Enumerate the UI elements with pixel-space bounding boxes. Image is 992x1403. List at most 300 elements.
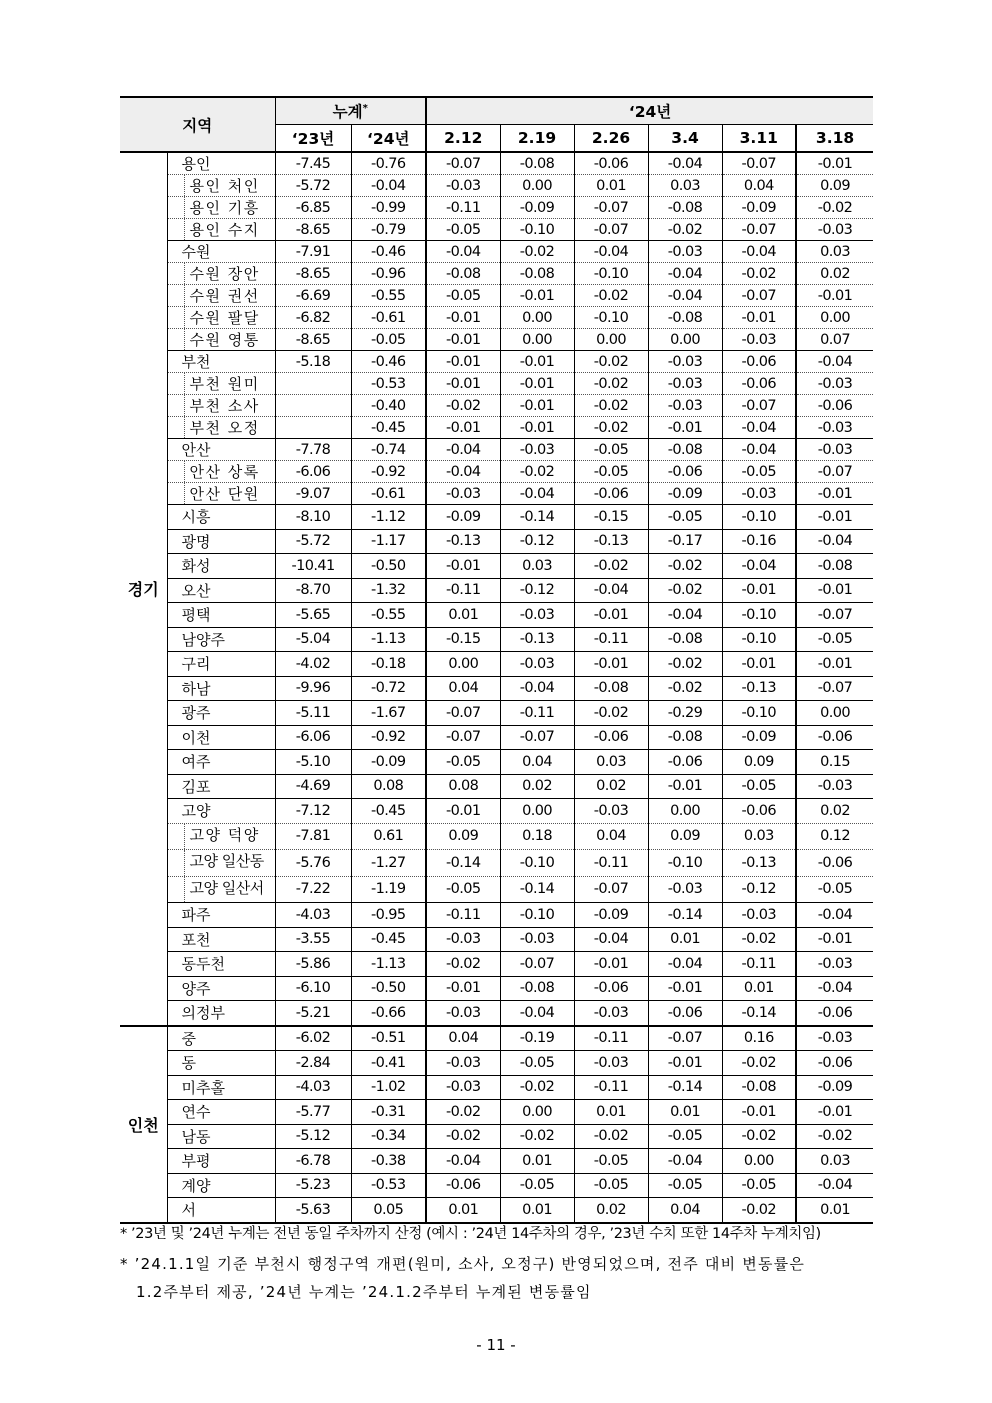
group-label: 인천 bbox=[120, 1026, 167, 1223]
region-name: 미추홀 bbox=[167, 1075, 275, 1100]
weekly-value: -0.06 bbox=[796, 1051, 873, 1076]
weekly-value: -0.06 bbox=[426, 1173, 500, 1198]
weekly-value: 0.03 bbox=[796, 1149, 873, 1174]
weekly-value: -0.04 bbox=[722, 439, 796, 461]
weekly-value: -0.11 bbox=[500, 701, 574, 726]
weekly-value: 0.04 bbox=[426, 676, 500, 701]
weekly-value: -0.13 bbox=[722, 850, 796, 877]
weekly-value: -0.08 bbox=[426, 263, 500, 285]
region-name: 여주 bbox=[167, 750, 275, 775]
region-name: 이천 bbox=[167, 725, 275, 750]
cumulative-value: -4.02 bbox=[275, 652, 351, 677]
weekly-value: -0.01 bbox=[796, 652, 873, 677]
region-name bbox=[167, 285, 275, 307]
weekly-value: -0.07 bbox=[722, 395, 796, 417]
region-name: 파주 bbox=[167, 903, 275, 928]
weekly-value: -0.03 bbox=[796, 1026, 873, 1051]
table-row bbox=[120, 823, 873, 850]
weekly-value: -0.02 bbox=[500, 241, 574, 263]
weekly-value: -0.01 bbox=[722, 1100, 796, 1125]
weekly-value: -0.07 bbox=[796, 676, 873, 701]
table-row bbox=[120, 750, 873, 775]
weekly-value: -0.04 bbox=[426, 461, 500, 483]
weekly-value: -0.03 bbox=[796, 439, 873, 461]
weekly-value: -0.09 bbox=[426, 505, 500, 530]
cumulative-label: 누계 bbox=[332, 103, 363, 121]
weekly-value: 0.01 bbox=[648, 927, 722, 952]
weekly-value: -0.04 bbox=[722, 417, 796, 439]
weekly-value: 0.04 bbox=[574, 823, 648, 850]
cumulative-value: -7.12 bbox=[275, 799, 351, 824]
weekly-value: -0.11 bbox=[426, 903, 500, 928]
cumulative-value: -7.81 bbox=[275, 823, 351, 850]
weekly-value: -0.09 bbox=[722, 725, 796, 750]
weekly-value: -0.01 bbox=[426, 417, 500, 439]
region-name: 포천 bbox=[167, 927, 275, 952]
footnote: * ’23년 및 ’24년 누계는 전년 동일 주차까지 산정 (예시 : ’24년 14주차의 경우, ’23년 수치 또한 14주차 누계치임) bbox=[120, 1226, 821, 1242]
region-name bbox=[167, 461, 275, 483]
weekly-value: 0.01 bbox=[574, 175, 648, 197]
cumulative-value: -0.05 bbox=[351, 329, 426, 351]
region-name bbox=[167, 823, 275, 850]
weekly-value: -0.10 bbox=[648, 850, 722, 877]
weekly-value: 0.09 bbox=[648, 823, 722, 850]
cumulative-value: -0.99 bbox=[351, 197, 426, 219]
subregion-label: 안산 단원 bbox=[184, 483, 260, 504]
cumulative-value: -0.45 bbox=[351, 799, 426, 824]
cumulative-value: -0.72 bbox=[351, 676, 426, 701]
table-row bbox=[120, 285, 873, 307]
weekly-value: -0.06 bbox=[648, 1001, 722, 1026]
cumulative-value: -0.46 bbox=[351, 351, 426, 373]
cumulative-value: -0.96 bbox=[351, 263, 426, 285]
cumulative-mark: * bbox=[362, 102, 368, 114]
region-name: 계양 bbox=[167, 1173, 275, 1198]
weekly-value: -0.01 bbox=[722, 652, 796, 677]
cumulative-value: -5.18 bbox=[275, 351, 351, 373]
cumulative-value: -4.03 bbox=[275, 1075, 351, 1100]
weekly-value: -0.01 bbox=[426, 351, 500, 373]
weekly-value: -0.03 bbox=[648, 395, 722, 417]
weekly-value: -0.02 bbox=[500, 461, 574, 483]
weekly-value: -0.02 bbox=[574, 285, 648, 307]
weekly-value: -0.03 bbox=[722, 903, 796, 928]
weekly-value: -0.02 bbox=[500, 1124, 574, 1149]
weekly-value: -0.11 bbox=[574, 1026, 648, 1051]
weekly-value: -0.04 bbox=[796, 1173, 873, 1198]
weekly-value: 0.00 bbox=[500, 329, 574, 351]
weekly-value: -0.07 bbox=[722, 152, 796, 175]
cumulative-value bbox=[275, 395, 351, 417]
weekly-value: -0.08 bbox=[648, 725, 722, 750]
region-name: 광명 bbox=[167, 529, 275, 554]
weekly-value: -0.01 bbox=[648, 774, 722, 799]
cumulative-value: -1.19 bbox=[351, 876, 426, 903]
weekly-value: -0.01 bbox=[796, 152, 873, 175]
cumulative-value: -0.95 bbox=[351, 903, 426, 928]
cumulative-value: -8.65 bbox=[275, 329, 351, 351]
cumulative-value: -5.65 bbox=[275, 603, 351, 628]
cumulative-value: -0.76 bbox=[351, 152, 426, 175]
weekly-value: -0.09 bbox=[648, 483, 722, 505]
weekly-value: 0.03 bbox=[722, 823, 796, 850]
weekly-value: -0.15 bbox=[426, 627, 500, 652]
weekly-value: -0.05 bbox=[574, 1173, 648, 1198]
weekly-value: 0.02 bbox=[500, 774, 574, 799]
group-label: 경기 bbox=[120, 152, 167, 1026]
weekly-value: 0.08 bbox=[426, 774, 500, 799]
region-name bbox=[167, 263, 275, 285]
weekly-value: -0.05 bbox=[426, 285, 500, 307]
weekly-value: -0.03 bbox=[574, 1001, 648, 1026]
weekly-value: -0.09 bbox=[574, 903, 648, 928]
table-row bbox=[120, 725, 873, 750]
cumulative-value: -5.63 bbox=[275, 1198, 351, 1223]
subregion-label: 수원 팔달 bbox=[184, 307, 260, 328]
weekly-value: -0.14 bbox=[426, 850, 500, 877]
cumulative-value: -0.40 bbox=[351, 395, 426, 417]
region-name: 중 bbox=[167, 1026, 275, 1051]
weekly-value: -0.07 bbox=[574, 197, 648, 219]
region-name bbox=[167, 329, 275, 351]
weekly-value: -0.02 bbox=[796, 197, 873, 219]
weekly-value: -0.03 bbox=[500, 439, 574, 461]
weekly-value: -0.04 bbox=[426, 241, 500, 263]
weekly-value: -0.07 bbox=[722, 219, 796, 241]
weekly-value: -0.13 bbox=[426, 529, 500, 554]
weekly-value: -0.15 bbox=[574, 505, 648, 530]
region-name bbox=[167, 197, 275, 219]
region-name: 평택 bbox=[167, 603, 275, 628]
weekly-value: -0.04 bbox=[796, 976, 873, 1001]
week-col-header-3: 3.4 bbox=[648, 125, 722, 153]
weekly-value: -0.04 bbox=[648, 285, 722, 307]
weekly-value: -0.10 bbox=[500, 219, 574, 241]
weekly-value: -0.10 bbox=[574, 307, 648, 329]
cumulative-value: -6.10 bbox=[275, 976, 351, 1001]
weekly-value: 0.03 bbox=[500, 554, 574, 579]
table-row bbox=[120, 1198, 873, 1223]
weekly-value: -0.06 bbox=[796, 725, 873, 750]
weekly-value: -0.05 bbox=[648, 1173, 722, 1198]
weekly-value: -0.03 bbox=[500, 652, 574, 677]
weekly-value: -0.07 bbox=[500, 952, 574, 977]
weekly-value: -0.04 bbox=[500, 1001, 574, 1026]
table-row bbox=[120, 395, 873, 417]
weekly-value: 0.01 bbox=[500, 1198, 574, 1223]
cumulative-value: -2.84 bbox=[275, 1051, 351, 1076]
weekly-value: -0.05 bbox=[574, 1149, 648, 1174]
weekly-value: -0.05 bbox=[426, 876, 500, 903]
weekly-value: -0.05 bbox=[574, 461, 648, 483]
weekly-value: -0.07 bbox=[426, 701, 500, 726]
cumulative-value: -5.21 bbox=[275, 1001, 351, 1026]
cumulative-value: -0.66 bbox=[351, 1001, 426, 1026]
weekly-value: 0.09 bbox=[796, 175, 873, 197]
region-name: 안산 bbox=[167, 439, 275, 461]
weekly-value: -0.11 bbox=[574, 1075, 648, 1100]
region-name: 동 bbox=[167, 1051, 275, 1076]
cumulative-value: -9.07 bbox=[275, 483, 351, 505]
region-name: 구리 bbox=[167, 652, 275, 677]
table-row bbox=[120, 1075, 873, 1100]
cumulative-value: -5.10 bbox=[275, 750, 351, 775]
weekly-value: -0.08 bbox=[500, 263, 574, 285]
weekly-value: -0.06 bbox=[648, 750, 722, 775]
weekly-value: -0.14 bbox=[500, 505, 574, 530]
table-row bbox=[120, 263, 873, 285]
weekly-value: -0.08 bbox=[796, 554, 873, 579]
weekly-value: -0.02 bbox=[426, 1124, 500, 1149]
region-name: 남동 bbox=[167, 1124, 275, 1149]
cumulative-value: -0.92 bbox=[351, 725, 426, 750]
weekly-value: -0.03 bbox=[796, 774, 873, 799]
weekly-value: 0.02 bbox=[574, 1198, 648, 1223]
cumulative-value: -5.86 bbox=[275, 952, 351, 977]
weekly-value: -0.02 bbox=[574, 351, 648, 373]
weekly-value: 0.02 bbox=[574, 774, 648, 799]
cumulative-value: -1.13 bbox=[351, 952, 426, 977]
table-row bbox=[120, 219, 873, 241]
cumulative-value: -0.53 bbox=[351, 1173, 426, 1198]
cumulative-value: -5.76 bbox=[275, 850, 351, 877]
weekly-value: -0.03 bbox=[722, 329, 796, 351]
weekly-value: -0.07 bbox=[426, 725, 500, 750]
weekly-value: -0.08 bbox=[722, 1075, 796, 1100]
weekly-value: -0.10 bbox=[574, 263, 648, 285]
week-col-header-4: 3.11 bbox=[722, 125, 796, 153]
weekly-value: 0.01 bbox=[426, 1198, 500, 1223]
weekly-value: -0.12 bbox=[722, 876, 796, 903]
cumulative-value: -7.22 bbox=[275, 876, 351, 903]
region-header: 지역 bbox=[120, 97, 275, 152]
weekly-value: 0.09 bbox=[426, 823, 500, 850]
weekly-value: -0.03 bbox=[426, 1075, 500, 1100]
weekly-value: -0.10 bbox=[722, 505, 796, 530]
region-name: 부평 bbox=[167, 1149, 275, 1174]
weekly-value: -0.03 bbox=[426, 927, 500, 952]
weekly-value: -0.10 bbox=[722, 603, 796, 628]
weekly-value: -0.04 bbox=[648, 263, 722, 285]
weekly-value: -0.05 bbox=[722, 461, 796, 483]
region-name: 동두천 bbox=[167, 952, 275, 977]
weekly-value: -0.04 bbox=[574, 241, 648, 263]
weekly-value: -0.04 bbox=[722, 554, 796, 579]
region-name bbox=[167, 373, 275, 395]
table-row bbox=[120, 701, 873, 726]
region-name: 광주 bbox=[167, 701, 275, 726]
subregion-label: 부천 오정 bbox=[184, 417, 260, 438]
cumulative-value: -0.74 bbox=[351, 439, 426, 461]
cumulative-value: -9.96 bbox=[275, 676, 351, 701]
cumulative-header bbox=[275, 97, 426, 125]
weekly-value: 0.00 bbox=[796, 307, 873, 329]
weekly-value: -0.02 bbox=[722, 1124, 796, 1149]
weekly-value: -0.11 bbox=[426, 197, 500, 219]
weekly-value: -0.04 bbox=[574, 578, 648, 603]
weekly-value: -0.04 bbox=[426, 1149, 500, 1174]
page-number: - 11 - bbox=[476, 1336, 516, 1354]
weekly-value: -0.05 bbox=[500, 1051, 574, 1076]
weekly-value: -0.07 bbox=[500, 725, 574, 750]
weekly-value: -0.03 bbox=[426, 1001, 500, 1026]
region-name: 연수 bbox=[167, 1100, 275, 1125]
weekly-value: -0.02 bbox=[574, 701, 648, 726]
table-row bbox=[120, 373, 873, 395]
region-name bbox=[167, 307, 275, 329]
weekly-value: -0.03 bbox=[426, 483, 500, 505]
weekly-value: -0.01 bbox=[500, 373, 574, 395]
weekly-value: -0.06 bbox=[722, 351, 796, 373]
region-name: 김포 bbox=[167, 774, 275, 799]
weekly-value: -0.04 bbox=[796, 903, 873, 928]
weekly-value: 0.02 bbox=[796, 799, 873, 824]
week-col-header-0: 2.12 bbox=[426, 125, 500, 153]
weekly-value: 0.00 bbox=[796, 701, 873, 726]
cumulative-value: -0.55 bbox=[351, 285, 426, 307]
weekly-value: -0.12 bbox=[500, 529, 574, 554]
weekly-value: -0.19 bbox=[500, 1026, 574, 1051]
weekly-value: -0.09 bbox=[722, 197, 796, 219]
weekly-value: -0.04 bbox=[574, 927, 648, 952]
weekly-value: -0.10 bbox=[722, 701, 796, 726]
table-row bbox=[120, 976, 873, 1001]
region-name bbox=[167, 850, 275, 877]
table-row bbox=[120, 175, 873, 197]
cumulative-value: -0.34 bbox=[351, 1124, 426, 1149]
weekly-value: -0.05 bbox=[722, 1173, 796, 1198]
weekly-value: -0.03 bbox=[722, 483, 796, 505]
weekly-value: -0.04 bbox=[500, 676, 574, 701]
weekly-value: -0.04 bbox=[648, 603, 722, 628]
weekly-value: -0.07 bbox=[648, 1026, 722, 1051]
subregion-label: 부천 소사 bbox=[184, 395, 260, 416]
cumulative-value: -0.18 bbox=[351, 652, 426, 677]
table-row bbox=[120, 554, 873, 579]
weekly-value: -0.02 bbox=[722, 927, 796, 952]
weekly-value: 0.15 bbox=[796, 750, 873, 775]
cumulative-value: -0.61 bbox=[351, 483, 426, 505]
cumulative-value: -1.17 bbox=[351, 529, 426, 554]
weekly-value: -0.03 bbox=[796, 219, 873, 241]
cumulative-value: -8.10 bbox=[275, 505, 351, 530]
cumulative-value: -0.46 bbox=[351, 241, 426, 263]
region-name: 고양 bbox=[167, 799, 275, 824]
weekly-value: -0.04 bbox=[648, 152, 722, 175]
weekly-value: -0.01 bbox=[648, 1051, 722, 1076]
cumulative-value: 0.05 bbox=[351, 1198, 426, 1223]
weekly-value: -0.07 bbox=[796, 603, 873, 628]
weekly-value: -0.01 bbox=[426, 373, 500, 395]
weekly-value: -0.14 bbox=[500, 876, 574, 903]
weekly-value: 0.03 bbox=[574, 750, 648, 775]
weekly-value: -0.07 bbox=[574, 219, 648, 241]
region-name: 시흥 bbox=[167, 505, 275, 530]
weekly-value: -0.08 bbox=[574, 676, 648, 701]
weekly-value: -0.06 bbox=[796, 1001, 873, 1026]
weekly-value: -0.03 bbox=[648, 373, 722, 395]
weekly-value: -0.01 bbox=[796, 927, 873, 952]
table-row bbox=[120, 307, 873, 329]
weekly-value: -0.02 bbox=[722, 1198, 796, 1223]
table-row bbox=[120, 1124, 873, 1149]
table-row bbox=[120, 329, 873, 351]
cumulative-value: -0.38 bbox=[351, 1149, 426, 1174]
weekly-value: -0.05 bbox=[648, 1124, 722, 1149]
weekly-value: 0.18 bbox=[500, 823, 574, 850]
weekly-value: -0.08 bbox=[648, 627, 722, 652]
weekly-value: -0.05 bbox=[722, 774, 796, 799]
cumulative-value: -5.72 bbox=[275, 529, 351, 554]
weekly-value: -0.03 bbox=[648, 876, 722, 903]
weekly-value: -0.11 bbox=[426, 578, 500, 603]
weekly-value: -0.02 bbox=[648, 554, 722, 579]
weekly-value: -0.03 bbox=[426, 175, 500, 197]
subregion-label: 용인 수지 bbox=[184, 219, 260, 240]
weekly-value: 0.04 bbox=[648, 1198, 722, 1223]
region-name: 부천 bbox=[167, 351, 275, 373]
region-name bbox=[167, 219, 275, 241]
weekly-value: -0.01 bbox=[500, 351, 574, 373]
table-row bbox=[120, 774, 873, 799]
weekly-value: -0.06 bbox=[796, 850, 873, 877]
cumulative-value: -8.65 bbox=[275, 263, 351, 285]
weekly-value: -0.06 bbox=[722, 799, 796, 824]
weekly-value: -0.11 bbox=[574, 627, 648, 652]
cumulative-value: 0.61 bbox=[351, 823, 426, 850]
table-row bbox=[120, 197, 873, 219]
cumulative-value: -0.04 bbox=[351, 175, 426, 197]
weekly-value: -0.01 bbox=[648, 417, 722, 439]
weekly-value: -0.06 bbox=[574, 976, 648, 1001]
cumulative-value: -0.41 bbox=[351, 1051, 426, 1076]
weekly-value: -0.03 bbox=[796, 417, 873, 439]
cumulative-value: -0.53 bbox=[351, 373, 426, 395]
cumulative-value: -1.12 bbox=[351, 505, 426, 530]
cumulative-value: -1.32 bbox=[351, 578, 426, 603]
weekly-value: 0.00 bbox=[722, 1149, 796, 1174]
week-col-header-5: 3.18 bbox=[796, 125, 873, 153]
weekly-value: -0.01 bbox=[796, 578, 873, 603]
weekly-value: -0.04 bbox=[500, 483, 574, 505]
table-row bbox=[120, 439, 873, 461]
table-row bbox=[120, 529, 873, 554]
weekly-value: -0.08 bbox=[648, 197, 722, 219]
weekly-value: -0.07 bbox=[796, 461, 873, 483]
weekly-value: -0.08 bbox=[648, 307, 722, 329]
weekly-value: -0.02 bbox=[426, 395, 500, 417]
cumulative-value bbox=[275, 417, 351, 439]
weekly-value: -0.05 bbox=[648, 505, 722, 530]
cumulative-value: -5.11 bbox=[275, 701, 351, 726]
weekly-value: -0.01 bbox=[426, 799, 500, 824]
cumulative-value: 0.08 bbox=[351, 774, 426, 799]
weekly-value: -0.02 bbox=[796, 1124, 873, 1149]
region-name: 용인 bbox=[167, 152, 275, 175]
subregion-label: 용인 기흥 bbox=[184, 197, 260, 218]
weekly-value: -0.14 bbox=[648, 1075, 722, 1100]
weekly-value: 0.01 bbox=[796, 1198, 873, 1223]
weekly-value: -0.13 bbox=[574, 529, 648, 554]
cumulative-value: -0.45 bbox=[351, 417, 426, 439]
table-row bbox=[120, 578, 873, 603]
weekly-value: -0.03 bbox=[574, 1051, 648, 1076]
subregion-label: 용인 처인 bbox=[184, 175, 260, 196]
weekly-value: 0.00 bbox=[500, 1100, 574, 1125]
weekly-value: 0.00 bbox=[500, 175, 574, 197]
weekly-value: -0.01 bbox=[426, 307, 500, 329]
weekly-value: -0.06 bbox=[648, 461, 722, 483]
